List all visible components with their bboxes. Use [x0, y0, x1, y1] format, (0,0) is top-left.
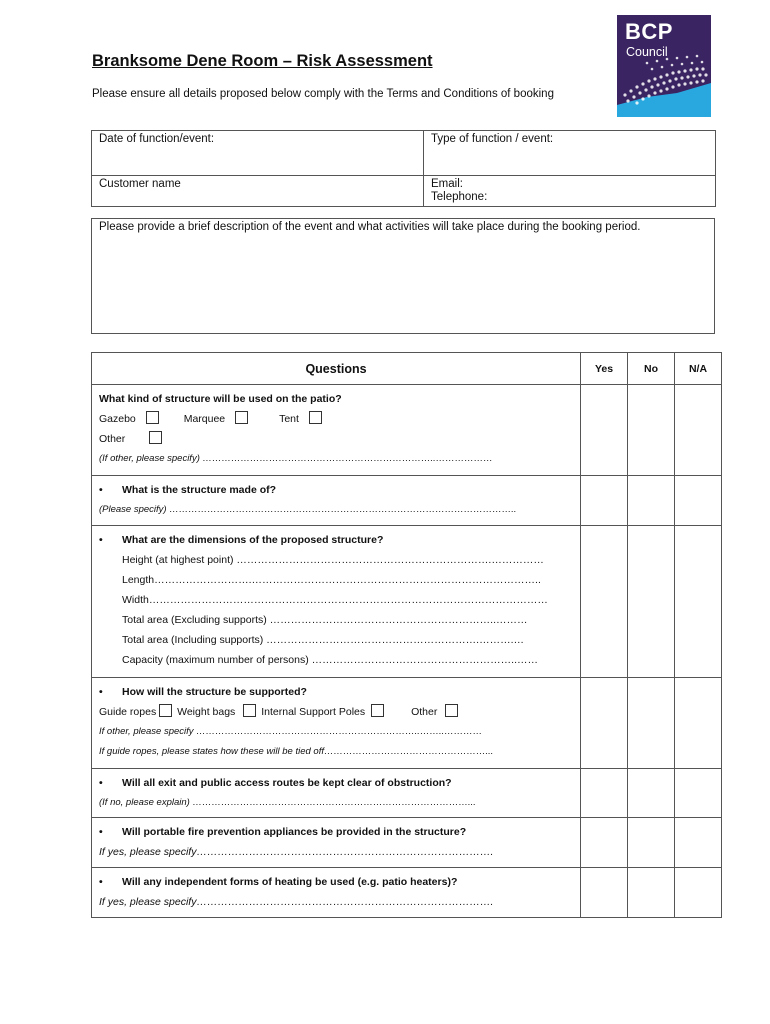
- total-area-excl-field[interactable]: Total area (Excluding supports) ………………………………………………………..………: [122, 614, 528, 626]
- width-field[interactable]: Width……………………………………………………………………………………………………: [122, 594, 548, 606]
- question-text: • Will all exit and public access routes be kept clear of obstruction?: [99, 773, 573, 793]
- na-cell[interactable]: [675, 678, 722, 769]
- customer-name-label: Customer name: [99, 178, 181, 190]
- tent-checkbox[interactable]: [309, 411, 322, 424]
- guide-ropes-checkbox[interactable]: [159, 704, 172, 717]
- option-other-label: Other: [411, 706, 438, 718]
- question-text: • Will any independent forms of heating be used (e.g. patio heaters)?: [99, 872, 573, 892]
- na-cell[interactable]: [675, 526, 722, 678]
- guide-ropes-note[interactable]: If guide ropes, please states how these will be tied off……………………………………………...: [99, 746, 494, 757]
- option-guide-ropes-label: Guide ropes: [99, 706, 157, 718]
- no-cell[interactable]: [628, 385, 675, 476]
- event-type-field[interactable]: [424, 131, 716, 176]
- no-cell[interactable]: [628, 818, 675, 868]
- table-row: [92, 526, 722, 678]
- event-info-table: [91, 130, 716, 207]
- other-support-checkbox[interactable]: [445, 704, 458, 717]
- exit-routes-note[interactable]: (If no, please explain) ……………………………………………………………………………...: [99, 797, 476, 808]
- bcp-council-logo: [617, 15, 711, 117]
- questions-header: Questions: [92, 353, 581, 385]
- yes-cell[interactable]: [581, 526, 628, 678]
- height-field[interactable]: Height (at highest point) ……………………………………………………………….……………: [122, 554, 544, 566]
- no-cell[interactable]: [628, 769, 675, 818]
- bullet: •: [99, 534, 103, 546]
- event-description-prompt: Please provide a brief description of the event and what activities will take place during the booking period.: [99, 221, 641, 233]
- telephone-label: Telephone:: [431, 191, 488, 203]
- yes-cell[interactable]: [581, 385, 628, 476]
- questions-table: [91, 352, 722, 918]
- option-marquee-label: Marquee: [183, 413, 226, 425]
- yes-cell[interactable]: [581, 678, 628, 769]
- yes-cell[interactable]: [581, 769, 628, 818]
- heating-note[interactable]: If yes, please specify………………………………………………………………………….: [99, 896, 494, 908]
- no-header: No: [628, 353, 675, 385]
- material-specify-note[interactable]: (Please specify) ………………………………………………………………………………………………..: [99, 504, 517, 515]
- fire-prevention-note[interactable]: If yes, please specify………………………………………………………………………….: [99, 846, 494, 858]
- question-structure-material: [92, 476, 581, 526]
- table-row: [92, 769, 722, 818]
- bullet: •: [99, 826, 103, 838]
- logo-text-bcp: BCP: [625, 19, 673, 44]
- table-header-row: [92, 353, 722, 385]
- question-text: • What are the dimensions of the proposed structure?: [99, 530, 573, 550]
- question-text: • How will the structure be supported?: [99, 682, 573, 702]
- option-tent-label: Tent: [279, 413, 299, 425]
- date-field[interactable]: [92, 131, 424, 176]
- gazebo-checkbox[interactable]: [146, 411, 159, 424]
- table-row: [92, 476, 722, 526]
- yes-cell[interactable]: [581, 868, 628, 918]
- page-subtitle: Please ensure all details proposed below comply with the Terms and Conditions of booking: [92, 88, 554, 100]
- other-support-note[interactable]: If other, please specify ……………………………………………………………..……..…………: [99, 726, 483, 737]
- question-structure-type: [92, 385, 581, 476]
- na-cell[interactable]: [675, 868, 722, 918]
- question-text: • Will portable fire prevention appliances be provided in the structure?: [99, 822, 573, 842]
- date-label: Date of function/event:: [99, 133, 215, 145]
- structure-options-row1: [99, 409, 573, 429]
- contact-field[interactable]: [424, 176, 716, 207]
- other-specify-note[interactable]: (If other, please specify) ………………………………………………………………..………………: [99, 453, 493, 464]
- na-cell[interactable]: [675, 818, 722, 868]
- question-heating: [92, 868, 581, 918]
- total-area-incl-field[interactable]: Total area (Including supports) …………………………………………………….……….…: [122, 634, 524, 646]
- table-row: [92, 818, 722, 868]
- question-exit-routes: [92, 769, 581, 818]
- na-header: N/A: [675, 353, 722, 385]
- question-fire-prevention: [92, 818, 581, 868]
- na-cell[interactable]: [675, 385, 722, 476]
- capacity-field[interactable]: Capacity (maximum number of persons) …………………………………………………..……: [122, 654, 538, 666]
- option-weight-bags-label: Weight bags: [177, 706, 236, 718]
- option-other-label: Other: [99, 433, 126, 445]
- table-row: [92, 678, 722, 769]
- support-options-row: [99, 702, 573, 722]
- question-structure-dimensions: [92, 526, 581, 678]
- support-poles-checkbox[interactable]: [371, 704, 384, 717]
- page-title: Branksome Dene Room – Risk Assessment: [92, 52, 433, 70]
- table-row: [92, 385, 722, 476]
- bullet: •: [99, 686, 103, 698]
- event-description-box[interactable]: [91, 218, 715, 334]
- table-row: [92, 868, 722, 918]
- bullet: •: [99, 484, 103, 496]
- email-label: Email:: [431, 178, 463, 190]
- length-field[interactable]: Length……………………….………………………………………………………………………..: [122, 574, 541, 586]
- option-gazebo-label: Gazebo: [99, 413, 136, 425]
- no-cell[interactable]: [628, 678, 675, 769]
- option-support-poles-label: Internal Support Poles: [261, 706, 366, 718]
- event-type-label: Type of function / event:: [431, 133, 554, 145]
- bullet: •: [99, 777, 103, 789]
- no-cell[interactable]: [628, 476, 675, 526]
- other-checkbox[interactable]: [149, 431, 162, 444]
- marquee-checkbox[interactable]: [235, 411, 248, 424]
- bullet: •: [99, 876, 103, 888]
- question-text: What kind of structure will be used on the patio?: [99, 393, 342, 405]
- weight-bags-checkbox[interactable]: [243, 704, 256, 717]
- yes-cell[interactable]: [581, 476, 628, 526]
- no-cell[interactable]: [628, 868, 675, 918]
- no-cell[interactable]: [628, 526, 675, 678]
- yes-header: Yes: [581, 353, 628, 385]
- customer-name-field[interactable]: [92, 176, 424, 207]
- yes-cell[interactable]: [581, 818, 628, 868]
- na-cell[interactable]: [675, 769, 722, 818]
- na-cell[interactable]: [675, 476, 722, 526]
- logo-text-council: Council: [626, 45, 668, 59]
- structure-options-row2: [99, 429, 573, 449]
- question-structure-support: [92, 678, 581, 769]
- question-text: • What is the structure made of?: [99, 480, 573, 500]
